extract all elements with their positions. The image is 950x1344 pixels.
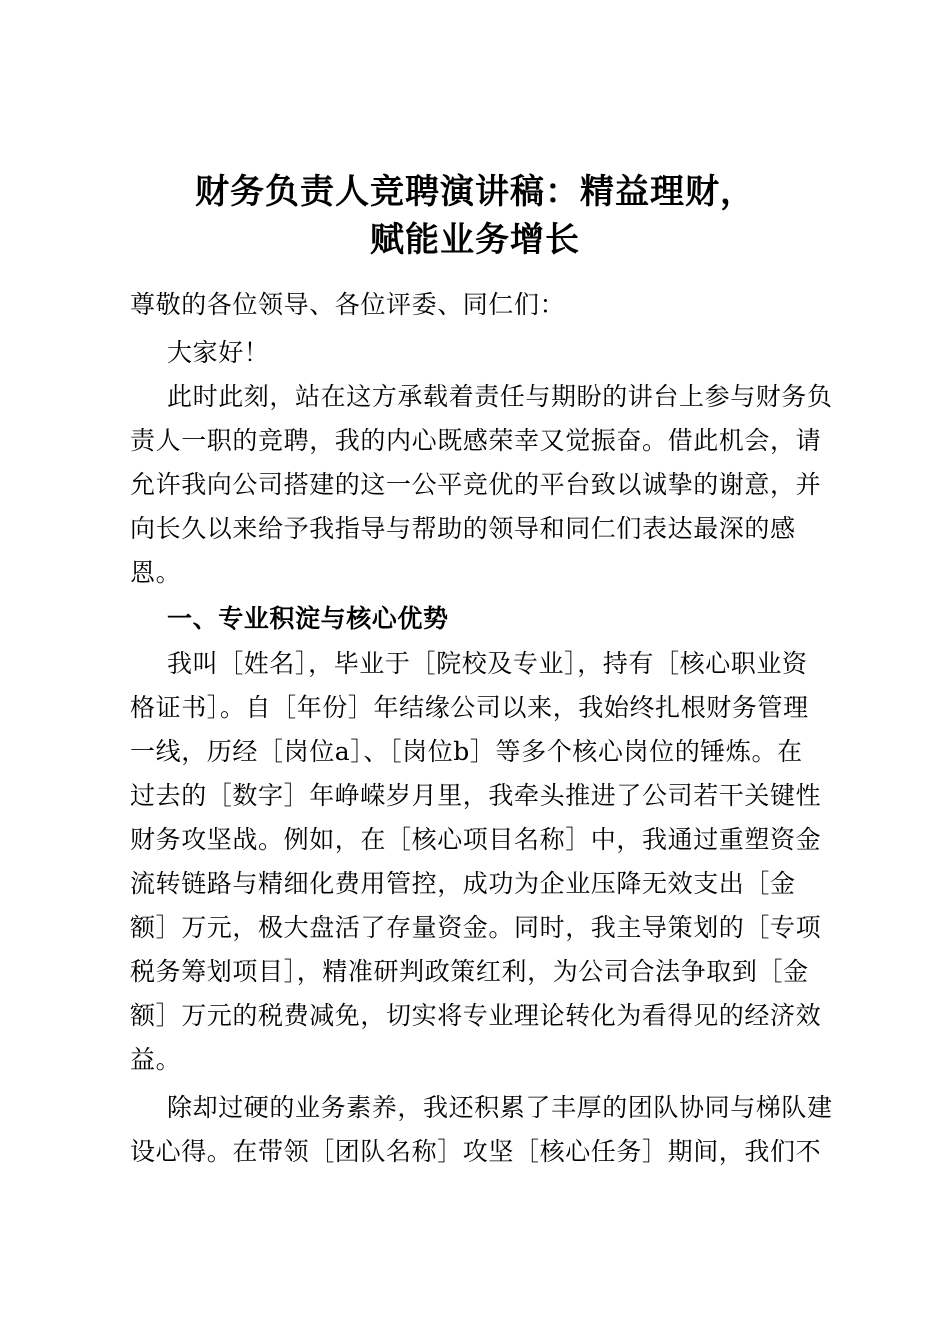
intro-line: 此时此刻，站在这方承载着责任与期盼的讲台上参与财务负 xyxy=(167,382,833,411)
section1-para1-line: 益。 xyxy=(130,1045,182,1074)
section1-para2-line: 除却过硬的业务素养，我还积累了丰厚的团队协同与梯队建 xyxy=(167,1093,833,1122)
section1-para1-line: 我叫［姓名］，毕业于［院校及专业］，持有［核心职业资 xyxy=(167,649,808,678)
section1-para1-line: 税务筹划项目］，精准研判政策红利，为公司合法争取到［金 xyxy=(130,957,809,986)
section-heading: 一、专业积淀与核心优势 xyxy=(167,604,449,633)
intro-line: 恩。 xyxy=(130,558,182,587)
section1-para1-line: 流转链路与精细化费用管控，成功为企业压降无效支出［金 xyxy=(130,869,796,898)
greeting: 大家好！ xyxy=(167,338,270,367)
document-title-line-2: 赋能业务增长 xyxy=(370,220,580,260)
section1-para1-line: 额］万元的税费减免，切实将专业理论转化为看得见的经济效 xyxy=(130,1001,822,1030)
intro-line: 允许我向公司搭建的这一公平竞优的平台致以诚挚的谢意，并 xyxy=(130,470,822,499)
salutation: 尊敬的各位领导、各位评委、同仁们： xyxy=(130,290,566,319)
intro-line: 责人一职的竞聘，我的内心既感荣幸又觉振奋。借此机会，请 xyxy=(130,426,822,455)
section1-para1-line: 财务攻坚战。例如，在［核心项目名称］中，我通过重塑资金 xyxy=(130,825,822,854)
section1-para1-line: 一线，历经［岗位a］、［岗位b］等多个核心岗位的锤炼。在 xyxy=(130,737,803,766)
document-title-line-1: 财务负责人竞聘演讲稿：精益理财， xyxy=(195,172,755,212)
intro-line: 向长久以来给予我指导与帮助的领导和同仁们表达最深的感 xyxy=(130,514,796,543)
section1-para1-line: 过去的［数字］年峥嵘岁月里，我牵头推进了公司若干关键性 xyxy=(130,781,822,810)
section1-para1-line: 格证书］。自［年份］年结缘公司以来，我始终扎根财务管理 xyxy=(130,693,809,722)
section1-para2-line: 设心得。在带领［团队名称］攻坚［核心任务］期间，我们不 xyxy=(130,1137,822,1166)
section1-para1-line: 额］万元，极大盘活了存量资金。同时，我主导策划的［专项 xyxy=(130,913,822,942)
